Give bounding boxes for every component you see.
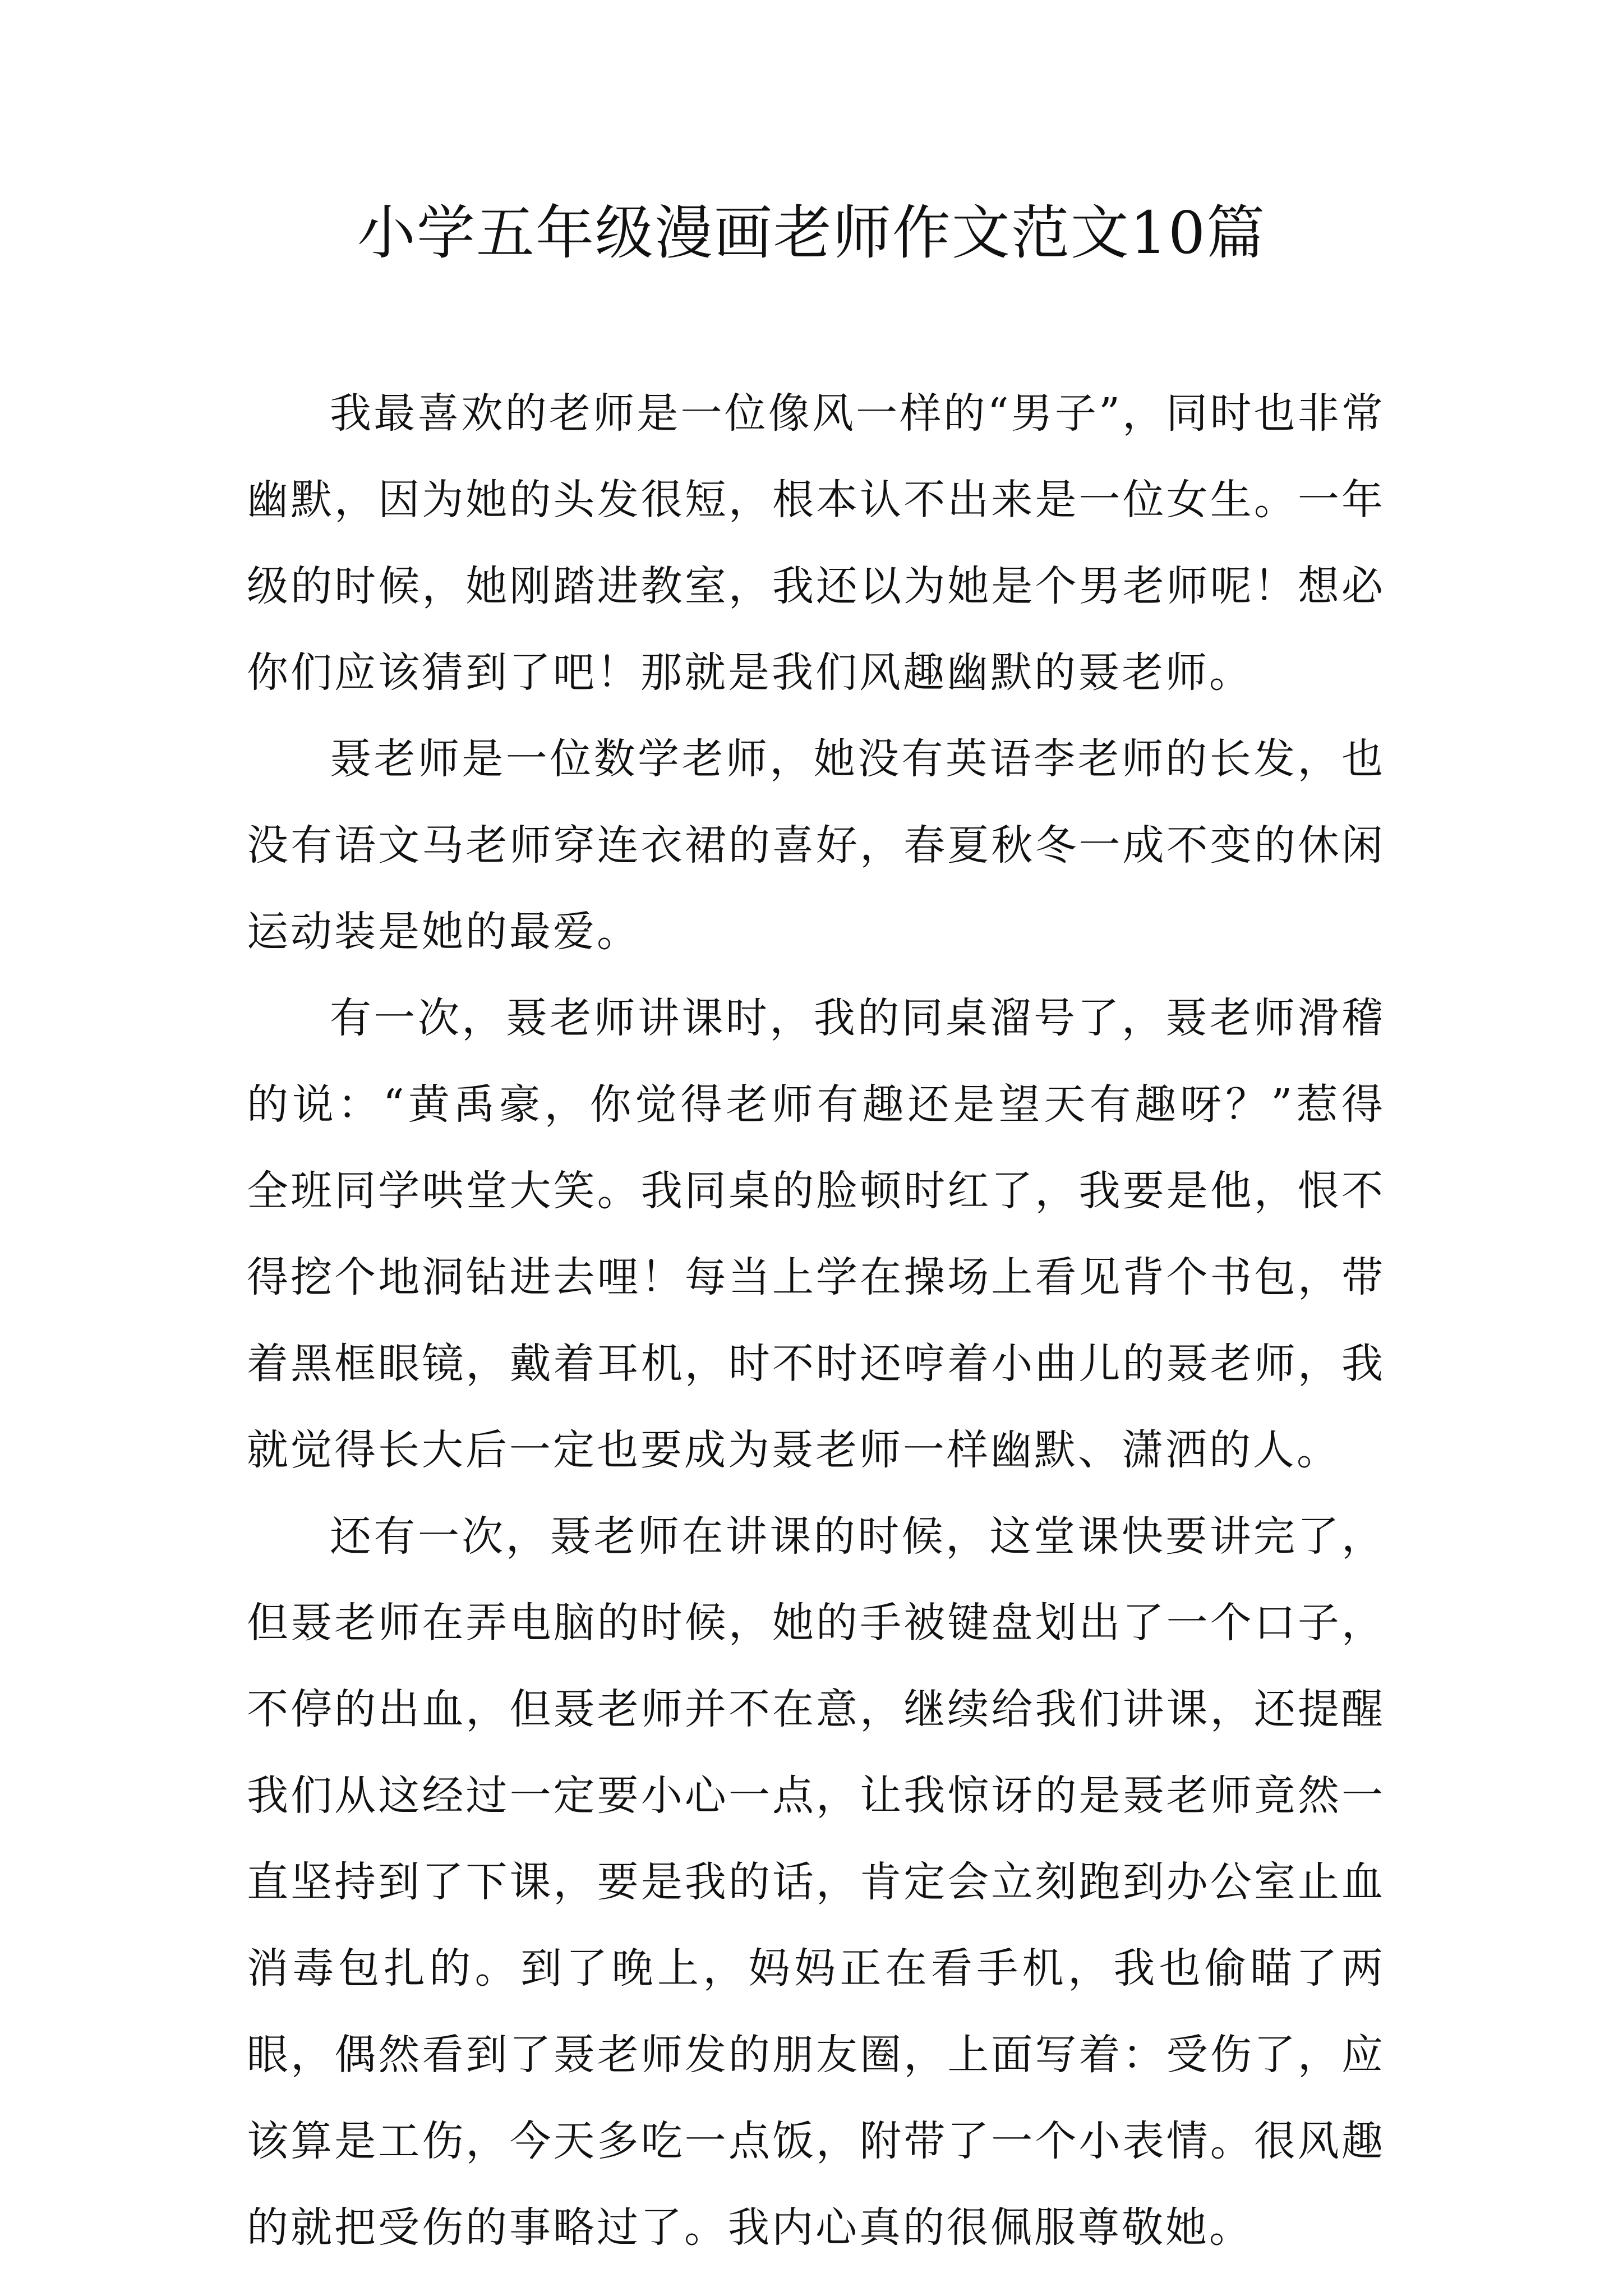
paragraph-2: 聂老师是一位数学老师，她没有英语李老师的长发，也没有语文马老师穿连衣裙的喜好，春夏秋冬一成不变的休闲运动装是她的最爱。 [247,735,1385,956]
paragraph-3: 有一次，聂老师讲课时，我的同桌溜号了，聂老师滑稽的说：“黄禹豪，你觉得老师有趣还是望天有趣呀？”惹得全班同学哄堂大笑。我同桌的脸顿时红了，我要是他，恨不得挖个地洞钻进去哩！每当上学在操场上看见背个书包，带着黑框眼镜，戴着耳机，时不时还哼着小曲儿的聂老师，我就觉得长大后一定也要成为聂老师一样幽默、潇洒的人。 [247,994,1385,1474]
paragraph-1: 我最喜欢的老师是一位像风一样的“男子”，同时也非常幽默，因为她的头发很短，根本认不出来是一位女生。一年级的时候，她刚踏进教室，我还以为她是个男老师呢！想必你们应该猜到了吧！那就是我们风趣幽默的聂老师。 [247,389,1385,697]
document-body [247,370,1385,2271]
paragraph-4: 还有一次，聂老师在讲课的时候，这堂课快要讲完了，但聂老师在弄电脑的时候，她的手被键盘划出了一个口子，不停的出血，但聂老师并不在意，继续给我们讲课，还提醒我们从这经过一定要小心一点，让我惊讶的是聂老师竟然一直坚持到了下课，要是我的话，肯定会立刻跑到办公室止血消毒包扎的。到了晚上，妈妈正在看手机，我也偷瞄了两眼，偶然看到了聂老师发的朋友圈，上面写着：受伤了，应该算是工伤，今天多吃一点饭，附带了一个小表情。很风趣的就把受伤的事略过了。我内心真的很佩服尊敬她。 [247,1512,1385,2252]
document-title: 小学五年级漫画老师作文范文10篇 [357,199,1266,267]
